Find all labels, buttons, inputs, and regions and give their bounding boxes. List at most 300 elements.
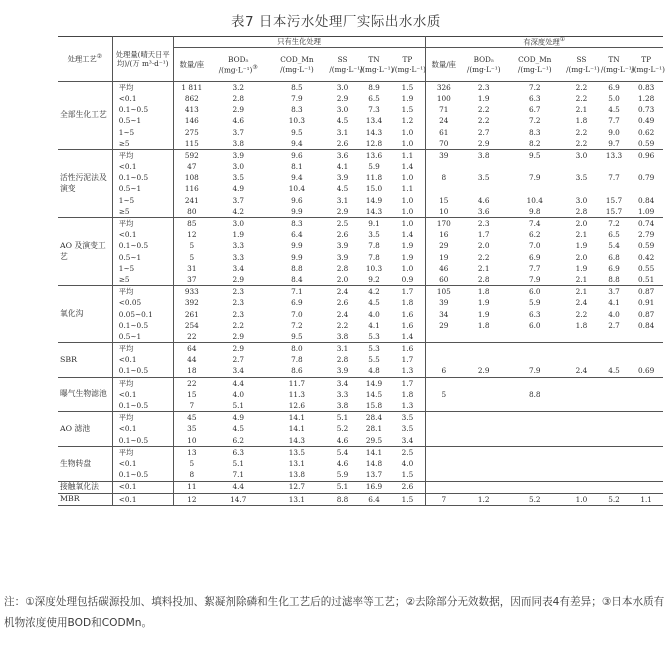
value-cell: 0.87 xyxy=(637,287,655,297)
value-cell: 13.8 xyxy=(267,469,328,481)
value-cell: 12.7 xyxy=(267,481,328,493)
value-cell: 4.6 xyxy=(327,435,357,447)
value-cell xyxy=(425,184,462,195)
table-row xyxy=(58,424,663,435)
value-cell: 3.6 xyxy=(336,150,349,160)
value-cell: 1.8 xyxy=(575,116,588,126)
value-cell: 4.9 xyxy=(232,413,245,423)
value-cell: 22 xyxy=(173,331,210,343)
value-cell: 1.0 xyxy=(401,219,414,229)
value-cell: 14.3 xyxy=(358,206,391,218)
value-cell: 0.55 xyxy=(637,263,655,273)
value-cell: 8.0 xyxy=(291,344,303,354)
table-row xyxy=(58,309,663,320)
value-cell: 6.3 xyxy=(528,93,541,103)
table-row xyxy=(58,447,663,459)
value-cell xyxy=(564,377,599,389)
value-cell: 85 xyxy=(173,218,210,230)
header-sec-col-3: SS /(mg·L⁻¹) xyxy=(327,48,357,82)
value-cell: 2.9 xyxy=(232,344,245,354)
value-cell: 5.2 xyxy=(505,493,564,505)
header-adv-col-3: SS /(mg·L⁻¹) xyxy=(564,48,599,82)
value-cell xyxy=(462,389,505,400)
value-cell xyxy=(599,184,629,195)
value-cell: 3.7 xyxy=(608,287,620,297)
value-cell xyxy=(629,355,663,366)
volume-range: 平均 xyxy=(112,218,173,230)
volume-range: 0.5~1 xyxy=(112,252,173,263)
value-cell: 9.9 xyxy=(291,241,303,251)
value-cell: 3.1 xyxy=(336,127,349,137)
volume-range: 0.1~0.5 xyxy=(112,320,173,331)
value-cell: 3.3 xyxy=(336,389,349,399)
value-cell: 1.9 xyxy=(575,241,588,251)
value-cell: 3.9 xyxy=(327,366,357,378)
value-cell: 392 xyxy=(173,298,210,309)
value-cell: 6.3 xyxy=(232,447,245,457)
value-cell: 0.84 xyxy=(637,195,655,205)
value-cell: 3.0 xyxy=(575,195,588,205)
value-cell xyxy=(425,424,462,435)
value-cell: 18 xyxy=(173,366,210,378)
value-cell: 7 xyxy=(425,493,462,505)
volume-range: 0.5~1 xyxy=(112,184,173,195)
value-cell: 0.83 xyxy=(637,82,655,92)
value-cell: 3.8 xyxy=(327,331,357,343)
value-cell: 29 xyxy=(425,320,462,331)
value-cell: 6.0 xyxy=(528,287,541,297)
value-cell: 2.7 xyxy=(608,320,620,330)
value-cell xyxy=(564,161,599,172)
value-cell: 13.1 xyxy=(267,493,328,505)
value-cell: 2.3 xyxy=(232,309,245,319)
value-cell: 1.7 xyxy=(401,355,414,365)
value-cell: 1.9 xyxy=(477,93,490,103)
value-cell: 1.8 xyxy=(477,320,490,330)
value-cell: 1.1 xyxy=(401,150,414,160)
table-row xyxy=(58,435,663,447)
value-cell: 3.3 xyxy=(232,241,245,251)
value-cell: 1.9 xyxy=(477,298,490,308)
value-cell: 24 xyxy=(425,116,462,127)
value-cell xyxy=(629,161,663,172)
value-cell xyxy=(462,469,505,481)
value-cell: 3.5 xyxy=(401,413,414,423)
value-cell: 22 xyxy=(173,377,210,389)
value-cell xyxy=(505,412,564,424)
value-cell: 2.0 xyxy=(327,274,357,286)
value-cell: 3.4 xyxy=(210,366,266,378)
table-row xyxy=(58,331,663,343)
volume-range: 平均 xyxy=(112,150,173,162)
value-cell: 7.0 xyxy=(528,241,541,251)
value-cell: 1.0 xyxy=(390,206,425,218)
value-cell xyxy=(629,377,663,389)
value-cell: 3.9 xyxy=(232,150,245,160)
value-cell: 0.59 xyxy=(637,241,655,251)
value-cell: 8.5 xyxy=(291,82,303,92)
value-cell: 5.1 xyxy=(232,458,245,468)
value-cell: 1.9 xyxy=(401,252,414,262)
value-cell: 2.9 xyxy=(210,331,266,343)
value-cell: 3.8 xyxy=(327,400,357,412)
value-cell: 4.1 xyxy=(336,162,349,172)
value-cell: 1.0 xyxy=(401,127,414,137)
value-cell: 34 xyxy=(425,309,462,320)
value-cell: 1.2 xyxy=(401,116,414,126)
value-cell: 14.5 xyxy=(365,389,383,399)
value-cell: 8.8 xyxy=(599,274,629,286)
value-cell: 10.3 xyxy=(288,116,306,126)
table-row xyxy=(58,138,663,150)
value-cell xyxy=(564,184,599,195)
process-name: MBR xyxy=(58,493,112,505)
volume-range: <0.1 xyxy=(112,355,173,366)
process-name: AO 滤池 xyxy=(58,412,112,447)
value-cell: 10.4 xyxy=(526,195,543,205)
value-cell: 1.7 xyxy=(401,378,414,388)
value-cell: 64 xyxy=(173,343,210,355)
value-cell: 2.2 xyxy=(575,309,588,319)
value-cell xyxy=(505,424,564,435)
value-cell: 2.8 xyxy=(336,263,349,273)
value-cell: 8.8 xyxy=(528,389,541,399)
value-cell: 44 xyxy=(173,355,210,366)
value-cell xyxy=(564,412,599,424)
value-cell: 14.9 xyxy=(365,195,383,205)
value-cell: 1.4 xyxy=(401,162,414,172)
value-cell: 9.9 xyxy=(291,252,303,262)
value-cell: 1.0 xyxy=(401,173,414,183)
value-cell: 70 xyxy=(425,138,462,150)
value-cell xyxy=(564,331,599,343)
value-cell xyxy=(599,400,629,412)
value-cell xyxy=(599,161,629,172)
value-cell xyxy=(629,343,663,355)
value-cell: 4.4 xyxy=(232,378,245,388)
value-cell: 13 xyxy=(173,447,210,459)
value-cell: 10 xyxy=(173,435,210,447)
value-cell: 1.5 xyxy=(390,493,425,505)
value-cell: 12.8 xyxy=(358,138,391,150)
value-cell: 2.3 xyxy=(477,219,490,229)
value-cell: 3.7 xyxy=(232,127,245,137)
value-cell: 6.3 xyxy=(528,309,541,319)
value-cell: 12.6 xyxy=(267,400,328,412)
table-row xyxy=(58,150,663,162)
header-volume: 处理量(晴天日平均)/(万 m³·d⁻¹) xyxy=(112,37,173,82)
value-cell: 6.8 xyxy=(608,252,620,262)
volume-range: <0.1 xyxy=(112,493,173,505)
value-cell: 4.0 xyxy=(368,309,380,319)
value-cell: 1.6 xyxy=(401,320,414,330)
value-cell: 6.5 xyxy=(368,93,380,103)
volume-range: 平均 xyxy=(112,412,173,424)
value-cell: 8 xyxy=(425,173,462,184)
value-cell xyxy=(599,412,629,424)
value-cell: 11 xyxy=(173,481,210,493)
value-cell: 933 xyxy=(173,286,210,298)
volume-range: 0.5~1 xyxy=(112,331,173,343)
value-cell: 7.8 xyxy=(368,252,380,262)
value-cell: 2.6 xyxy=(336,298,349,308)
value-cell: 3.4 xyxy=(232,263,245,273)
footnote: 注：①深度处理包括碳源投加、填料投加、絮凝剂除磷和生化工艺后的过滤率等工艺；②去除部分无效数据，因而同表4有差异；③日本水质有机物浓度使用BOD和CODMn。 xyxy=(4,596,665,629)
value-cell: 8.8 xyxy=(327,493,357,505)
value-cell: 3.9 xyxy=(336,252,349,262)
value-cell: 2.2 xyxy=(477,116,490,126)
water-quality-table xyxy=(58,36,663,506)
table-row xyxy=(58,412,663,424)
value-cell: 4.8 xyxy=(358,366,391,378)
value-cell: 4.5 xyxy=(608,105,620,115)
value-cell xyxy=(599,424,629,435)
volume-range: <0.1 xyxy=(112,93,173,104)
table-row xyxy=(58,400,663,412)
value-cell: 7.2 xyxy=(528,82,541,92)
value-cell: 100 xyxy=(425,93,462,104)
value-cell: 9.6 xyxy=(291,150,303,160)
table-row xyxy=(58,355,663,366)
value-cell xyxy=(425,343,462,355)
value-cell: 7.7 xyxy=(608,116,620,126)
value-cell: 4.5 xyxy=(336,184,349,194)
table-row xyxy=(58,241,663,252)
value-cell: 2.1 xyxy=(477,263,490,273)
value-cell: 1.9 xyxy=(477,309,490,319)
value-cell: 1.8 xyxy=(401,298,414,308)
value-cell: 8.1 xyxy=(291,162,303,172)
value-cell: 7.8 xyxy=(368,241,380,251)
process-name: 全部生化工艺 xyxy=(58,82,112,150)
value-cell: 15.0 xyxy=(365,184,383,194)
value-cell: 0.9 xyxy=(390,274,425,286)
volume-range: 1~5 xyxy=(112,195,173,206)
value-cell xyxy=(425,481,462,493)
table-row xyxy=(58,274,663,286)
value-cell: 1.9 xyxy=(575,263,588,273)
value-cell: 4.5 xyxy=(232,424,245,434)
header-sec-col-2: COD_Mn /(mg·L⁻¹) xyxy=(267,48,328,82)
value-cell: 7.7 xyxy=(528,263,541,273)
value-cell: 2.7 xyxy=(477,127,490,137)
value-cell: 8.4 xyxy=(267,274,328,286)
value-cell: 1.0 xyxy=(401,195,414,205)
value-cell: 1.3 xyxy=(390,366,425,378)
volume-range: 0.1~0.5 xyxy=(112,435,173,447)
value-cell xyxy=(462,377,505,389)
value-cell xyxy=(599,435,629,447)
value-cell: 2.6 xyxy=(390,481,425,493)
table-row xyxy=(58,252,663,263)
volume-range: <0.1 xyxy=(112,458,173,469)
value-cell: 10.3 xyxy=(365,263,383,273)
value-cell: 170 xyxy=(425,218,462,230)
process-name: 生物转盘 xyxy=(58,447,112,482)
value-cell: 3.2 xyxy=(232,82,245,92)
table-row xyxy=(58,320,663,331)
table-row xyxy=(58,458,663,469)
value-cell: 5 xyxy=(173,241,210,252)
table-title: 表7 日本污水处理厂实际出水水质 xyxy=(231,14,441,30)
value-cell xyxy=(564,481,599,493)
value-cell xyxy=(505,447,564,459)
volume-range: <0.1 xyxy=(112,229,173,240)
value-cell: 261 xyxy=(173,309,210,320)
header-secondary: 只有生化处理 xyxy=(173,37,425,48)
value-cell: 0.96 xyxy=(637,150,655,160)
value-cell: 1.5 xyxy=(401,105,414,115)
value-cell: 11.8 xyxy=(365,173,383,183)
table-row xyxy=(58,127,663,138)
value-cell xyxy=(505,481,564,493)
value-cell: 1.0 xyxy=(564,493,599,505)
value-cell: 7.1 xyxy=(210,469,266,481)
value-cell: 254 xyxy=(173,320,210,331)
value-cell xyxy=(564,389,599,400)
table-row xyxy=(58,116,663,127)
value-cell: 7.9 xyxy=(291,93,303,103)
value-cell: 1.09 xyxy=(629,206,663,218)
table-row xyxy=(58,161,663,172)
value-cell: 7.9 xyxy=(505,274,564,286)
value-cell: 2.1 xyxy=(575,287,588,297)
value-cell: 9.0 xyxy=(608,127,620,137)
value-cell xyxy=(629,424,663,435)
value-cell xyxy=(425,355,462,366)
value-cell: 5.3 xyxy=(358,331,391,343)
value-cell: 6.7 xyxy=(528,105,541,115)
value-cell: 3.5 xyxy=(401,424,414,434)
value-cell: 5.9 xyxy=(327,469,357,481)
value-cell: 3.1 xyxy=(336,195,349,205)
header-adv-col-4: TN /(mg·L⁻¹) xyxy=(599,48,629,82)
value-cell: 5.2 xyxy=(336,424,349,434)
value-cell xyxy=(505,377,564,389)
value-cell: 9.9 xyxy=(267,206,328,218)
value-cell: 14.8 xyxy=(365,458,383,468)
value-cell xyxy=(564,458,599,469)
value-cell xyxy=(629,458,663,469)
process-name: 曝气生物滤池 xyxy=(58,377,112,412)
value-cell: 9.8 xyxy=(505,206,564,218)
value-cell: 9.5 xyxy=(291,127,303,137)
value-cell: 3.5 xyxy=(575,173,588,183)
value-cell: 2.8 xyxy=(564,206,599,218)
value-cell: 2.2 xyxy=(575,82,588,92)
value-cell: 2.0 xyxy=(575,252,588,262)
value-cell: 2.8 xyxy=(232,93,245,103)
value-cell: 6.9 xyxy=(528,252,541,262)
value-cell: 5.9 xyxy=(528,298,541,308)
value-cell: 0.73 xyxy=(637,105,655,115)
value-cell: 0.42 xyxy=(637,252,655,262)
value-cell: 15.8 xyxy=(358,400,391,412)
value-cell: 7.2 xyxy=(608,219,620,229)
value-cell: 1.28 xyxy=(637,93,655,103)
value-cell: 2.2 xyxy=(232,320,245,330)
value-cell: 2.4 xyxy=(336,309,349,319)
volume-range: ≥5 xyxy=(112,206,173,218)
value-cell: 2.0 xyxy=(477,241,490,251)
value-cell xyxy=(629,481,663,493)
process-name: 氧化沟 xyxy=(58,286,112,343)
value-cell: 4.1 xyxy=(608,298,620,308)
value-cell: 15 xyxy=(173,389,210,400)
value-cell xyxy=(425,469,462,481)
value-cell: 5.2 xyxy=(599,493,629,505)
value-cell xyxy=(564,435,599,447)
value-cell: 8.3 xyxy=(291,219,303,229)
value-cell: 1.2 xyxy=(462,493,505,505)
value-cell: 2.2 xyxy=(575,93,588,103)
value-cell: 13.1 xyxy=(288,458,306,468)
value-cell: 7.1 xyxy=(291,287,303,297)
volume-range: ≥5 xyxy=(112,274,173,286)
value-cell xyxy=(629,435,663,447)
value-cell: 9.2 xyxy=(358,274,391,286)
volume-range: 0.1~0.5 xyxy=(112,173,173,184)
value-cell: 3.8 xyxy=(477,150,490,160)
value-cell: 6.5 xyxy=(608,230,620,240)
table-row xyxy=(58,389,663,400)
value-cell: 5.9 xyxy=(368,162,380,172)
value-cell: 1.6 xyxy=(401,344,414,354)
value-cell: 2.7 xyxy=(232,355,245,365)
value-cell: 1 811 xyxy=(173,82,210,94)
value-cell xyxy=(462,400,505,412)
header-sec-col-5: TP /(mg·L⁻¹) xyxy=(390,48,425,82)
value-cell: 2.4 xyxy=(564,366,599,378)
value-cell xyxy=(462,412,505,424)
table-row xyxy=(58,481,663,493)
value-cell xyxy=(564,355,599,366)
value-cell: 2.6 xyxy=(327,138,357,150)
value-cell: 326 xyxy=(425,82,462,94)
value-cell: 3.9 xyxy=(336,173,349,183)
value-cell xyxy=(599,343,629,355)
header-adv-col-1: BOD₅ /(mg·L⁻¹) xyxy=(462,48,505,82)
header-advanced: 有深度处理① xyxy=(425,37,663,48)
value-cell: 11.3 xyxy=(288,389,306,399)
value-cell xyxy=(564,469,599,481)
value-cell xyxy=(629,184,663,195)
value-cell: 13.5 xyxy=(288,447,306,457)
value-cell: 5.4 xyxy=(608,241,620,251)
value-cell: 1.7 xyxy=(477,230,490,240)
value-cell: 0.69 xyxy=(629,366,663,378)
volume-range: <0.1 xyxy=(112,389,173,400)
table-row xyxy=(58,104,663,115)
value-cell: 5.3 xyxy=(368,344,380,354)
value-cell: 5.4 xyxy=(336,447,349,457)
value-cell: 3.0 xyxy=(336,82,349,92)
header-adv-col-2: COD_Mn /(mg·L⁻¹) xyxy=(505,48,564,82)
value-cell: 3.8 xyxy=(210,138,266,150)
value-cell: 4.9 xyxy=(232,184,245,194)
value-cell: 413 xyxy=(173,104,210,115)
value-cell: 2.2 xyxy=(477,252,490,262)
volume-range: 0.1~0.5 xyxy=(112,366,173,378)
value-cell: 6.2 xyxy=(210,435,266,447)
value-cell: 3.9 xyxy=(336,241,349,251)
table-row xyxy=(58,298,663,309)
value-cell: 7.0 xyxy=(291,309,303,319)
volume-range: 平均 xyxy=(112,447,173,459)
value-cell xyxy=(425,331,462,343)
value-cell: 1.3 xyxy=(390,400,425,412)
value-cell: 0.74 xyxy=(637,219,655,229)
